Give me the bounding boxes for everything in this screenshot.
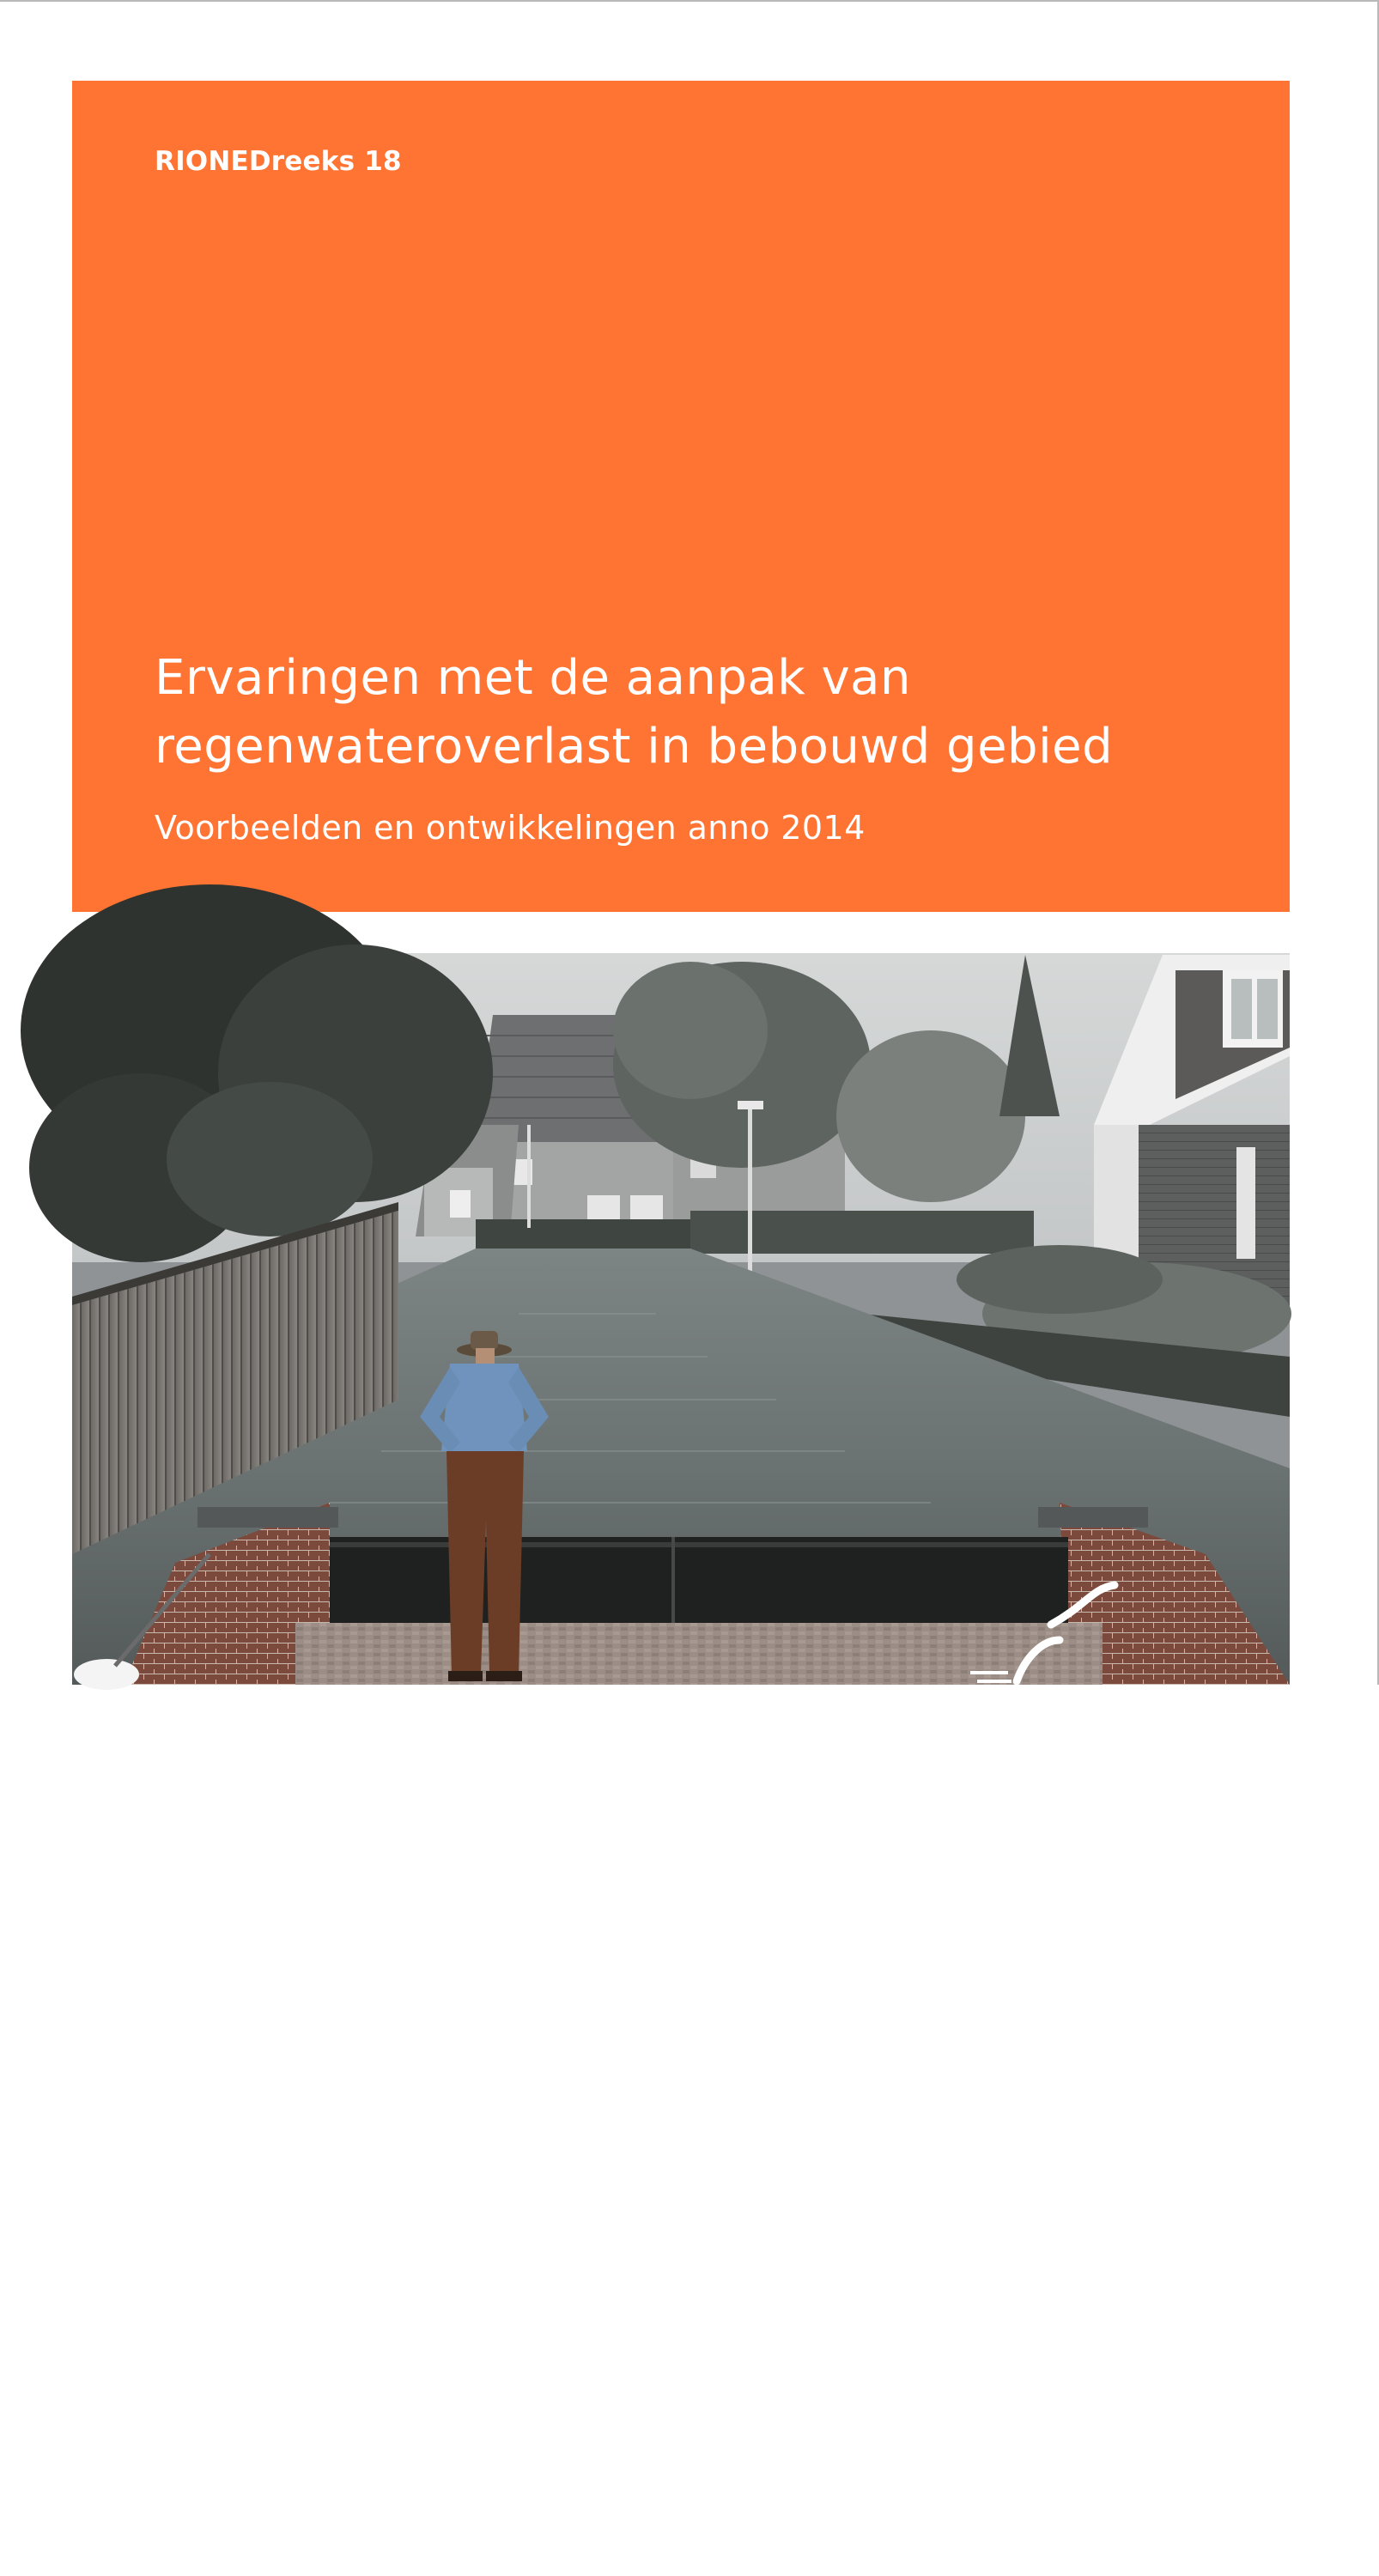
page-top-border [0,0,1379,2]
logo-stichting-text: Stichting [1095,2514,1157,2530]
logo-rioned-text: RIONED [1094,2528,1272,2576]
series-label: RIONEDreeks 18 [155,146,402,177]
cover-title: Ervaringen met de aanpak van regenwateroverlast in bebouwd gebied [155,650,1114,775]
cover-subtitle: Voorbeelden en ontwikkelingen anno 2014 [155,809,866,847]
cover-title-panel [72,81,1290,912]
cover-photo-flooded-street [72,953,1290,2576]
